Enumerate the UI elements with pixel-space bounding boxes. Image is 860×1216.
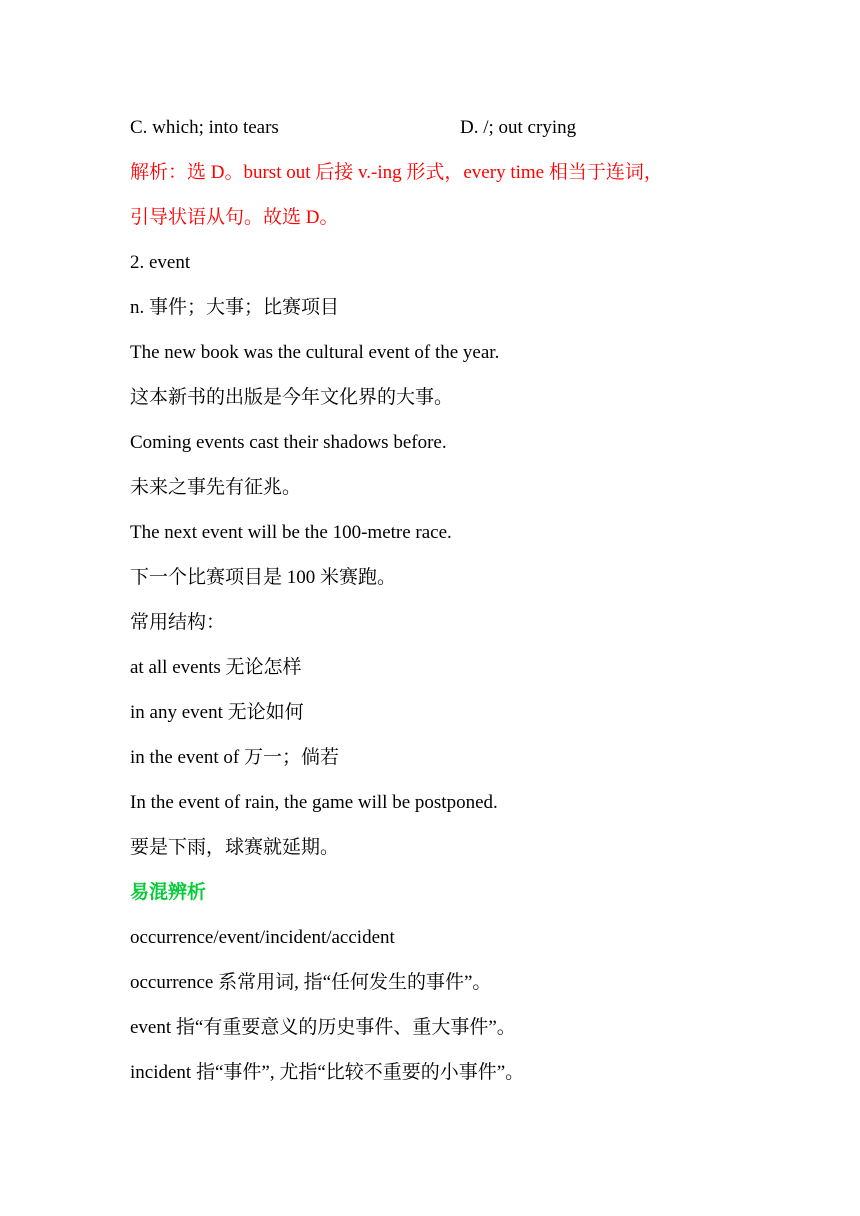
confusion-words: occurrence/event/incident/accident (130, 927, 395, 948)
confusion-title: 易混辨析 (130, 882, 207, 903)
option-d: D. /; out crying (460, 117, 577, 138)
analysis-line-2: 引导状语从句。故选 D。 (130, 207, 339, 228)
example-en: Coming events cast their shadows before. (130, 432, 447, 453)
example-en: The new book was the cultural event of the year. (130, 342, 500, 363)
structure-example-en: In the event of rain, the game will be postponed. (130, 792, 498, 813)
structure-example-zh: 要是下雨，球赛就延期。 (130, 837, 340, 858)
structure-item: in the event of 万一；倘若 (130, 747, 339, 768)
confusion-note: incident 指“事件”, 尤指“比较不重要的小事件”。 (130, 1062, 525, 1083)
confusion-note: occurrence 系常用词, 指“任何发生的事件”。 (130, 972, 492, 993)
entry-heading: 2. event (130, 252, 191, 273)
structure-item: at all events 无论怎样 (130, 657, 302, 678)
example-zh: 这本新书的出版是今年文化界的大事。 (130, 387, 454, 408)
example-zh: 下一个比赛项目是 100 米赛跑。 (130, 567, 397, 588)
example-zh: 未来之事先有征兆。 (130, 477, 302, 498)
example-en: The next event will be the 100-metre race. (130, 522, 452, 543)
option-c: C. which; into tears (130, 117, 279, 138)
analysis-line-1: 解析：选 D。burst out 后接 v.-ing 形式，every time 相当于连词， (130, 162, 663, 183)
confusion-note: event 指“有重要意义的历史事件、重大事件”。 (130, 1017, 516, 1038)
entry-definition: n. 事件；大事；比赛项目 (130, 297, 340, 318)
structures-title: 常用结构： (130, 612, 226, 633)
structure-item: in any event 无论如何 (130, 702, 304, 723)
